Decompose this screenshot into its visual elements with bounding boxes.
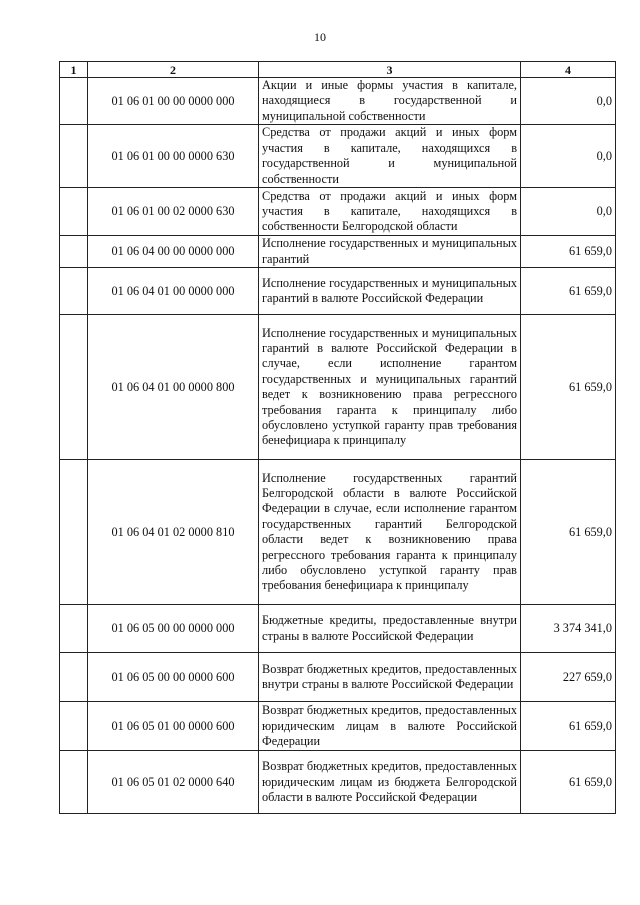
row-number-cell [60, 460, 88, 605]
budget-code-cell: 01 06 05 01 00 0000 600 [88, 702, 259, 751]
table-row [60, 315, 616, 460]
amount-cell: 227 659,0 [521, 653, 616, 702]
header-col-1: 1 [60, 62, 88, 78]
budget-code-cell: 01 06 05 01 02 0000 640 [88, 751, 259, 814]
row-number-cell [60, 751, 88, 814]
budget-code-cell: 01 06 04 01 00 0000 800 [88, 315, 259, 460]
amount-cell: 0,0 [521, 188, 616, 236]
header-col-4: 4 [521, 62, 616, 78]
budget-code-cell: 01 06 01 00 00 0000 630 [88, 125, 259, 188]
table-header-row [60, 62, 616, 78]
table-row [60, 751, 616, 814]
budget-code-cell: 01 06 01 00 02 0000 630 [88, 188, 259, 236]
description-cell: Бюджетные кредиты, предоставленные внутри страны в валюте Российской Федерации [259, 605, 521, 653]
amount-cell: 61 659,0 [521, 268, 616, 315]
amount-cell: 3 374 341,0 [521, 605, 616, 653]
budget-code-cell: 01 06 04 01 02 0000 810 [88, 460, 259, 605]
amount-cell: 61 659,0 [521, 460, 616, 605]
description-cell: Возврат бюджетных кредитов, предоставленных юридическим лицам из бюджета Белгородской области в валюте Российской Федерации [259, 751, 521, 814]
description-cell: Акции и иные формы участия в капитале, находящиеся в государственной и муниципальной собственности [259, 78, 521, 125]
description-cell: Средства от продажи акций и иных форм участия в капитале, находящихся в собственности Белгородской области [259, 188, 521, 236]
amount-cell: 61 659,0 [521, 236, 616, 268]
description-cell: Исполнение государственных и муниципальных гарантий в валюте Российской Федерации в случае, если исполнение гарантом государственных и муниципальных гарантий ведет к возникновению права регрессного требования гаранта к принципалу либо обусловлено уступкой гаранту прав требования бенефициара к принципалу [259, 315, 521, 460]
description-cell: Средства от продажи акций и иных форм участия в капитале, находящихся в государственной и муниципальной собственности [259, 125, 521, 188]
row-number-cell [60, 188, 88, 236]
row-number-cell [60, 653, 88, 702]
header-col-2: 2 [88, 62, 259, 78]
amount-cell: 0,0 [521, 78, 616, 125]
budget-code-cell: 01 06 04 01 00 0000 000 [88, 268, 259, 315]
page-number: 10 [314, 30, 326, 44]
row-number-cell [60, 605, 88, 653]
table-row [60, 188, 616, 236]
row-number-cell [60, 236, 88, 268]
budget-code-cell: 01 06 05 00 00 0000 000 [88, 605, 259, 653]
description-cell: Возврат бюджетных кредитов, предоставленных внутри страны в валюте Российской Федерации [259, 653, 521, 702]
budget-sources-table [59, 61, 616, 814]
header-col-3: 3 [259, 62, 521, 78]
description-cell: Возврат бюджетных кредитов, предоставленных юридическим лицам в валюте Российской Федерации [259, 702, 521, 751]
budget-code-cell: 01 06 04 00 00 0000 000 [88, 236, 259, 268]
amount-cell: 61 659,0 [521, 702, 616, 751]
table-row [60, 236, 616, 268]
row-number-cell [60, 702, 88, 751]
amount-cell: 61 659,0 [521, 315, 616, 460]
description-cell: Исполнение государственных гарантий Белгородской области в валюте Российской Федерации в случае, если исполнение гарантом государственных гарантий Белгородской области ведет к возникновению права регрессного требования гаранта к принципалу либо обусловлено уступкой гаранту прав требования бенефициара к принципалу [259, 460, 521, 605]
budget-code-cell: 01 06 01 00 00 0000 000 [88, 78, 259, 125]
table-row [60, 460, 616, 605]
table-row [60, 702, 616, 751]
table-row [60, 125, 616, 188]
row-number-cell [60, 315, 88, 460]
table-row [60, 653, 616, 702]
description-cell: Исполнение государственных и муниципальных гарантий в валюте Российской Федерации [259, 268, 521, 315]
description-cell: Исполнение государственных и муниципальных гарантий [259, 236, 521, 268]
row-number-cell [60, 268, 88, 315]
table-row [60, 268, 616, 315]
table-row [60, 605, 616, 653]
row-number-cell [60, 125, 88, 188]
amount-cell: 61 659,0 [521, 751, 616, 814]
amount-cell: 0,0 [521, 125, 616, 188]
table-row [60, 78, 616, 125]
row-number-cell [60, 78, 88, 125]
budget-code-cell: 01 06 05 00 00 0000 600 [88, 653, 259, 702]
